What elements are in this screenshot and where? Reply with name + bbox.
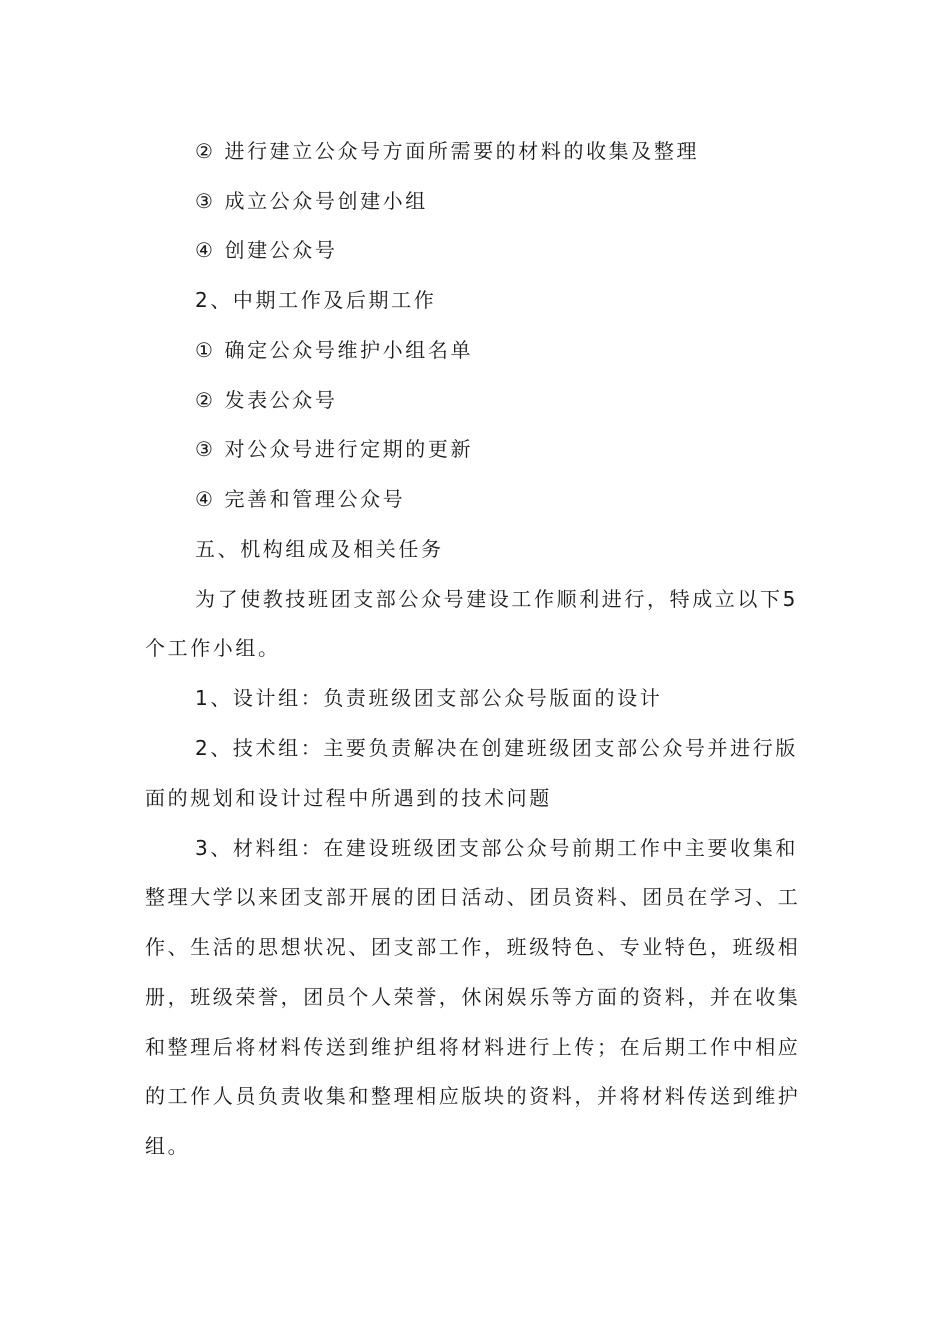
paragraph-material-group-line-2: 整理大学以来团支部开展的团日活动、团员资料、团员在学习、工 <box>145 885 801 909</box>
list-item-3-form-group: ③ 成立公众号创建小组 <box>195 189 428 213</box>
paragraph-material-group-line-5: 和整理后将材料传送到维护组将材料进行上传；在后期工作中相应 <box>145 1035 801 1059</box>
section-heading-organization: 五、机构组成及相关任务 <box>195 537 444 561</box>
list-item-3-regular-update: ③ 对公众号进行定期的更新 <box>195 437 474 461</box>
paragraph-intro-line-2: 个工作小组。 <box>145 636 281 660</box>
list-item-2-collect-materials: ② 进行建立公众号方面所需要的材料的收集及整理 <box>195 139 700 163</box>
paragraph-material-group-line-1: 3、材料组：在建设班级团支部公众号前期工作中主要收集和 <box>195 836 798 860</box>
section-heading-mid-late-work: 2、中期工作及后期工作 <box>195 288 437 312</box>
paragraph-material-group-line-4: 册，班级荣誉，团员个人荣誉，休闲娱乐等方面的资料，并在收集 <box>145 985 801 1009</box>
list-item-4-create-account: ④ 创建公众号 <box>195 238 338 262</box>
paragraph-tech-group-line-2: 面的规划和设计过程中所遇到的技术问题 <box>145 786 552 810</box>
paragraph-material-group-line-7: 组。 <box>145 1134 191 1158</box>
paragraph-material-group-line-3: 作、生活的思想状况、团支部工作，班级特色、专业特色，班级相 <box>145 935 801 959</box>
list-item-4-improve-manage: ④ 完善和管理公众号 <box>195 487 406 511</box>
paragraph-tech-group-line-1: 2、技术组：主要负责解决在创建班级团支部公众号并进行版 <box>195 736 798 760</box>
paragraph-design-group: 1、设计组：负责班级团支部公众号版面的设计 <box>195 686 663 710</box>
list-item-1-maintenance-roster: ① 确定公众号维护小组名单 <box>195 338 474 362</box>
list-item-2-publish: ② 发表公众号 <box>195 388 338 412</box>
paragraph-intro-line-1: 为了使教技班团支部公众号建设工作顺利进行，特成立以下5 <box>195 587 798 611</box>
paragraph-material-group-line-6: 的工作人员负责收集和整理相应版块的资料，并将材料传送到维护 <box>145 1084 801 1108</box>
